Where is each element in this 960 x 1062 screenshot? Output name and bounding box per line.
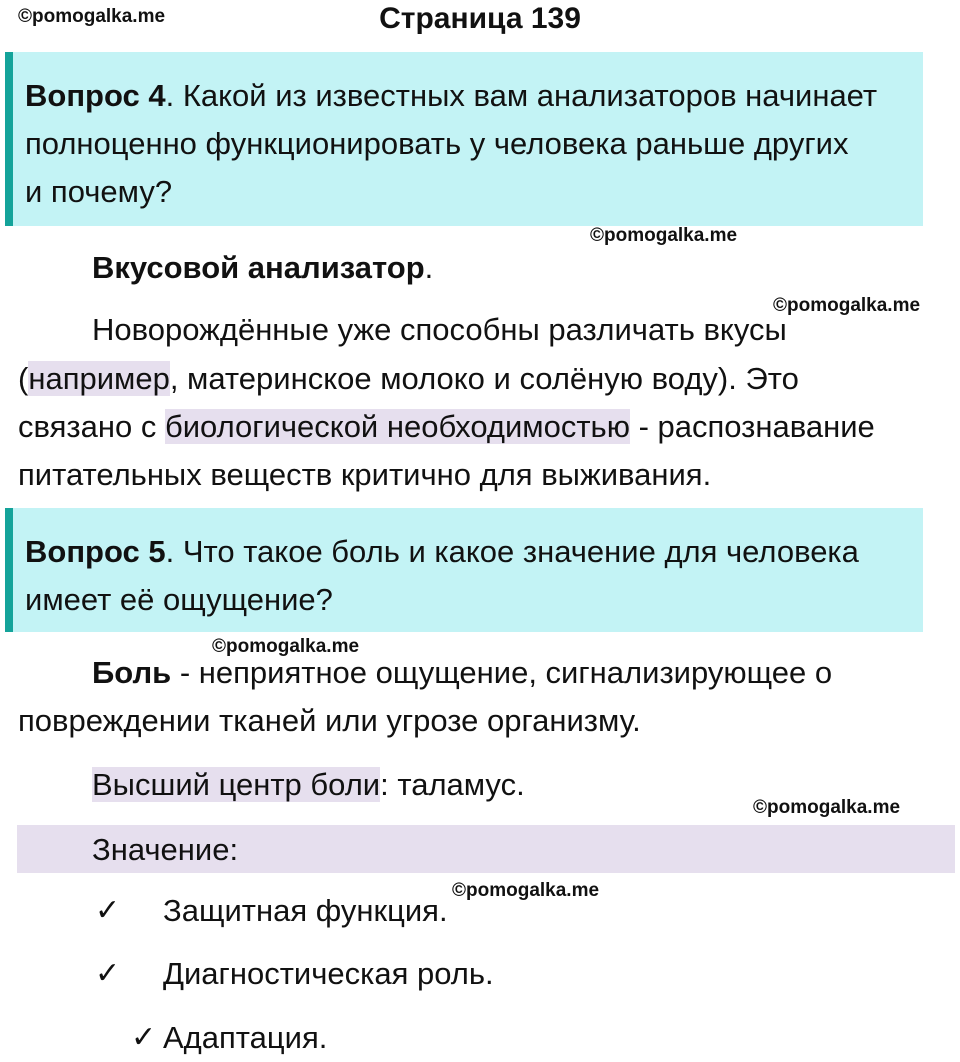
answer-5-line2: повреждении тканей или угрозе организму. bbox=[18, 703, 641, 738]
watermark: ©pomogalka.me bbox=[212, 636, 360, 657]
check-mark-icon: ✓ bbox=[131, 1021, 157, 1054]
pain-center-rest: : таламус. bbox=[380, 767, 525, 802]
answer-4-line2 bbox=[18, 355, 948, 403]
highlight-necessity: биологической необходимостью bbox=[164, 409, 630, 444]
answer-5-bold: Боль bbox=[92, 655, 172, 690]
question-4-text-line2: полноценно функционировать у человека раньше других bbox=[25, 126, 849, 161]
check-mark-icon: ✓ bbox=[95, 894, 121, 927]
answer-5-line1-rest: - неприятное ощущение, сигнализирующее о bbox=[171, 655, 833, 690]
question-5-text-line2: имеет её ощущение? bbox=[25, 582, 333, 617]
answer-4-line3-rest: - распознавание bbox=[629, 409, 875, 444]
watermark: ©pomogalka.me bbox=[18, 6, 166, 27]
answer-4-line2-open: ( bbox=[18, 361, 29, 396]
question-4-text-line3: и почему? bbox=[25, 174, 173, 209]
answer-4-bold: Вкусовой анализатор bbox=[92, 250, 425, 285]
answer-4-heading bbox=[92, 244, 960, 292]
list-item: Диагностическая роль. bbox=[163, 956, 494, 991]
answer-4-line4: питательных веществ критично для выживания. bbox=[18, 457, 712, 492]
highlight-example: например bbox=[28, 361, 170, 396]
answer-4-bold-tail: . bbox=[424, 250, 434, 285]
answer-4-line3-start: связано с bbox=[18, 409, 165, 444]
highlight-pain-center: Высший центр боли bbox=[92, 767, 381, 802]
question-5-box bbox=[5, 508, 923, 632]
question-4-box bbox=[5, 52, 923, 226]
meaning-label: Значение: bbox=[92, 832, 239, 867]
watermark: ©pomogalka.me bbox=[452, 880, 600, 901]
question-4-text-line1: . Какой из известных вам анализаторов начинает bbox=[165, 78, 878, 113]
watermark: ©pomogalka.me bbox=[773, 295, 921, 316]
question-5-text-line1: . Что такое боль и какое значение для человека bbox=[165, 534, 859, 569]
watermark: ©pomogalka.me bbox=[590, 225, 738, 246]
question-4-label: Вопрос 4 bbox=[25, 78, 166, 113]
page-title: Страница 139 bbox=[379, 2, 581, 35]
list-item: Адаптация. bbox=[163, 1020, 328, 1055]
check-mark-icon: ✓ bbox=[95, 957, 121, 990]
question-5-label: Вопрос 5 bbox=[25, 534, 166, 569]
watermark: ©pomogalka.me bbox=[753, 797, 901, 818]
answer-4-line3 bbox=[18, 403, 948, 451]
answer-4-line1: Новорождённые уже способны различать вкусы bbox=[92, 312, 787, 347]
answer-4-line2-rest: , материнское молоко и солёную воду). Это bbox=[169, 361, 799, 396]
answer-5-line1 bbox=[92, 649, 960, 697]
list-item: Защитная функция. bbox=[163, 893, 448, 928]
